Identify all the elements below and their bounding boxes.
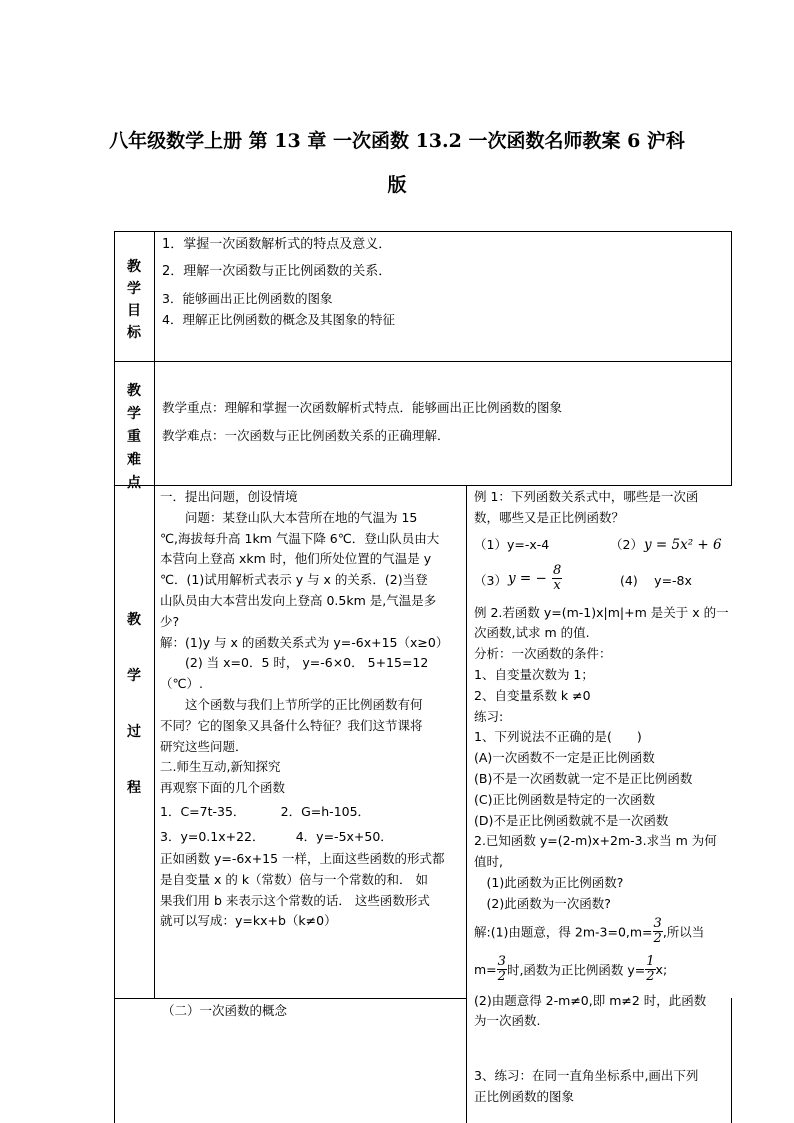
process-label: 教 学 过 程 <box>127 612 141 796</box>
solution-line: 解:(1)由题意，得 2m-3=0,m= $\frac{3}{2}$ ,所以当 <box>474 915 705 946</box>
example1-item: （1）y=-x-4 <box>474 536 550 552</box>
text-line: (B)不是一次函数就一定不是正比例函数 <box>474 770 693 786</box>
text-line: 3．y=0.1x+22． 4．y=-5x+50． <box>160 828 393 844</box>
text-line: 山队员由大本营出发向上登高 0.5km 是,气温是多 <box>160 592 437 608</box>
example1-item-formula: y = 5x² + 6 <box>644 536 722 553</box>
goal-item: 2．理解一次函数与正比例函数的关系． <box>162 264 392 279</box>
table-row-divider <box>114 998 466 999</box>
solution-line: m= $\frac{3}{2}$ 时,函数为正比例函数 y= $\frac{1}{2}$ x; <box>474 953 668 984</box>
text-line: 正如函数 y=-6x+15 一样，上面这些函数的形式都 <box>160 850 445 866</box>
text-line: 一．提出问题，创设情境 <box>160 489 298 504</box>
table-row-divider <box>114 485 731 486</box>
text-line: 1、自变量次数为 1； <box>474 666 594 682</box>
table-border-left <box>114 231 115 1123</box>
text-line: (2)由题意得 2-m≠0,即 m≠2 时，此函数 <box>474 992 707 1008</box>
goals-label: 教 学 目 标 <box>127 259 141 341</box>
table-border-top <box>114 231 731 232</box>
goal-item: 4．理解正比例函数的概念及其图象的特征 <box>162 312 395 327</box>
keypoints-label: 教 学 重 难 点 <box>127 383 141 491</box>
text-line: （℃）. <box>160 676 204 692</box>
fraction: $\frac{3}{2}$ <box>653 915 662 946</box>
table-border-right <box>731 231 732 486</box>
text-line: (D)不是正比例函数就不是一次函数 <box>474 812 669 828</box>
text-line: 这个函数与我们上节所学的正比例函数有何 <box>160 696 423 712</box>
example1-row1 <box>474 529 730 559</box>
text-line: 3、练习：在同一直角坐标系中,画出下列 <box>474 1068 699 1084</box>
text-line: 问题：某登山队大本营所在地的气温为 15 <box>160 509 418 525</box>
text-line: (2)此函数为一次函数? <box>474 895 611 911</box>
example1-item-label: （2） <box>610 536 643 552</box>
text-line: 例 1：下列函数关系式中，哪些是一次函 <box>474 489 699 504</box>
goal-item: 1．掌握一次函数解析式的特点及意义． <box>162 237 392 252</box>
text-line: 再观察下面的几个函数 <box>160 780 286 796</box>
teaching-difficulty: 教学难点：一次函数与正比例函数关系的正确理解． <box>162 428 450 443</box>
text-line: 就可以写成：y=kx+b（k≠0） <box>160 913 337 929</box>
example1-item-label: （3） <box>474 572 507 588</box>
fraction: $\frac{8}{x}$ <box>552 562 562 593</box>
text-line: 2、自变量系数 k ≠0 <box>474 687 591 703</box>
text-line: 例 2.若函数 y=(m-1)x|m|+m 是关于 x 的一 <box>474 604 729 620</box>
text-line: 数，哪些又是正比例函数？ <box>474 509 625 525</box>
text-line: 研究这些问题． <box>160 738 248 754</box>
text-line: ℃,海拔每升高 1km 气温下降 6℃．登山队员由大 <box>160 530 440 546</box>
text-line: 1、下列说法不正确的是( ) <box>474 729 642 745</box>
teaching-focus: 教学重点：理解和掌握一次函数解析式特点．能够画出正比例函数的图象 <box>162 400 563 415</box>
spacer <box>474 1032 730 1066</box>
text-line: (C)正比例函数是特定的一次函数 <box>474 791 655 807</box>
text-line: 2.已知函数 y=(2-m)x+2m-3.求当 m 为何 <box>474 833 717 849</box>
table-column-divider <box>731 998 732 1123</box>
fraction: $\frac{3}{2}$ <box>497 953 506 984</box>
table-column-divider <box>154 231 155 998</box>
example1-item-formula: y = − $\frac{8}{x}$ <box>508 562 562 593</box>
process-left-column <box>160 487 464 932</box>
text-line: 二.师生互动,新知探究 <box>160 759 281 775</box>
example1-row2 <box>474 559 730 603</box>
text-line: 1．C=7t-35． 2．G=h-105． <box>160 803 371 819</box>
text-line: ℃．(1)试用解析式表示 y 与 x 的关系．(2)当登 <box>160 572 428 588</box>
text-line: 次函数,试求 m 的值. <box>474 625 590 641</box>
example1-item: (4) y=-8x <box>620 572 692 588</box>
page-title: 八年级数学上册 第 13 章 一次函数 13.2 一次函数名师教案 6 沪科 <box>109 130 685 152</box>
text-line: 正比例函数的图象 <box>474 1088 575 1104</box>
text-line: 不同？它的图象又具备什么特征？我们这节课将 <box>160 717 423 733</box>
text-line: 本营向上登高 xkm 时，他们所处位置的气温是 y <box>160 551 432 567</box>
text-line: 练习: <box>474 708 504 724</box>
fraction: $\frac{1}{2}$ <box>646 953 655 984</box>
text-line: 分析：一次函数的条件： <box>474 646 612 662</box>
process-right-column <box>474 487 730 1108</box>
text-line: 值时, <box>474 854 503 870</box>
goal-item: 3．能够画出正比例函数的图象 <box>162 291 333 306</box>
text-line: 少? <box>160 613 180 629</box>
page-title-continued: 版 <box>387 174 407 196</box>
section-heading: （二）一次函数的概念 <box>162 1003 288 1018</box>
text-line: 解：(1)y 与 x 的函数关系式为 y=-6x+15（x≥0） <box>160 634 449 650</box>
text-line: (A)一次函数不一定是正比例函数 <box>474 750 655 766</box>
text-line: 是自变量 x 的 k（常数）倍与一个常数的和． 如 <box>160 871 429 887</box>
table-column-divider <box>466 485 467 1123</box>
text-line: (1)此函数为正比例函数? <box>474 874 624 890</box>
text-line: (2) 当 x=0．5 时， y=-6×0． 5+15=12 <box>160 655 429 671</box>
text-line: 果我们用 b 来表示这个常数的话． 这些函数形式 <box>160 892 430 908</box>
text-line: 为一次函数. <box>474 1013 541 1029</box>
table-row-divider <box>114 361 731 362</box>
